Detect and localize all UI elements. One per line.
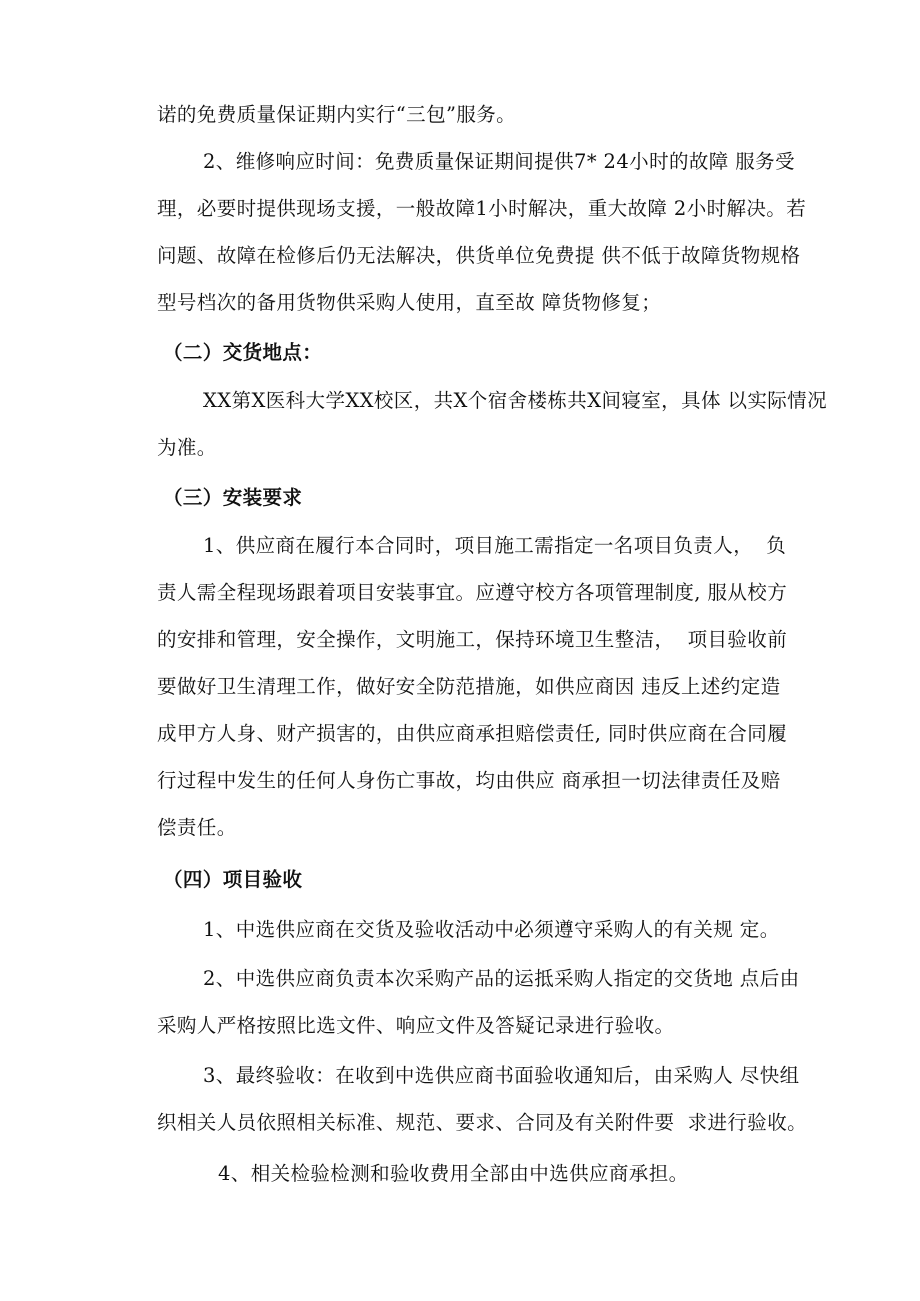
paragraph-line: 3、最终验收：在收到中选供应商书面验收通知后，由采购人 尽快组 xyxy=(203,1064,800,1087)
paragraph-line: 采购人严格按照比选文件、响应文件及答疑记录进行验收。 xyxy=(157,1014,675,1037)
paragraph-line: 诺的免费质量保证期内实行“三包”服务。 xyxy=(157,103,517,126)
paragraph-line: 行过程中发生的任何人身伤亡事故，均由供应 商承担一切法律责任及赔 xyxy=(157,769,781,792)
paragraph-line: 为准。 xyxy=(157,436,217,459)
paragraph-line: 型号档次的备用货物供采购人使用，直至故 障货物修复； xyxy=(157,291,662,314)
paragraph-line: 2、维修响应时间：免费质量保证期间提供7* 24小时的故障 服务受 xyxy=(203,150,795,173)
section-heading: （三）安装要求 xyxy=(163,486,303,509)
paragraph-line: 2、中选供应商负责本次采购产品的运抵采购人指定的交货地 点后由 xyxy=(203,967,800,990)
paragraph-line: 的安排和管理，安全操作，文明施工，保持环境卫生整洁， 项目验收前 xyxy=(157,628,788,651)
paragraph-line: 问题、故障在检修后仍无法解决，供货单位免费提 供不低于故障货物规格 xyxy=(157,244,801,267)
paragraph-line: 4、相关检验检测和验收费用全部由中选供应商承担。 xyxy=(218,1162,689,1185)
paragraph-line: 1、中选供应商在交货及验收活动中必须遵守采购人的有关规 定。 xyxy=(203,918,780,941)
paragraph-line: XX第X医科大学XX校区，共X个宿舍楼栋共X间寝室，具体 以实际情况 xyxy=(203,389,827,412)
section-heading: （二）交货地点： xyxy=(163,341,323,364)
paragraph-line: 责人需全程现场跟着项目安装事宜。应遵守校方各项管理制度, 服从校方 xyxy=(157,581,788,604)
paragraph-line: 偿责任。 xyxy=(157,816,237,839)
paragraph-line: 织相关人员依照相关标准、规范、要求、合同及有关附件要 求进行验收。 xyxy=(157,1111,807,1134)
section-heading: （四）项目验收 xyxy=(163,868,303,891)
paragraph-line: 要做好卫生清理工作，做好安全防范措施，如供应商因 违反上述约定造 xyxy=(157,675,781,698)
paragraph-line: 理，必要时提供现场支援，一般故障1小时解决，重大故障 2小时解决。若 xyxy=(157,197,807,220)
paragraph-line: 1、供应商在履行本合同时，项目施工需指定一名项目负责人， 负 xyxy=(203,534,787,557)
paragraph-line: 成甲方人身、财产损害的，由供应商承担赔偿责任, 同时供应商在合同履 xyxy=(157,722,788,745)
